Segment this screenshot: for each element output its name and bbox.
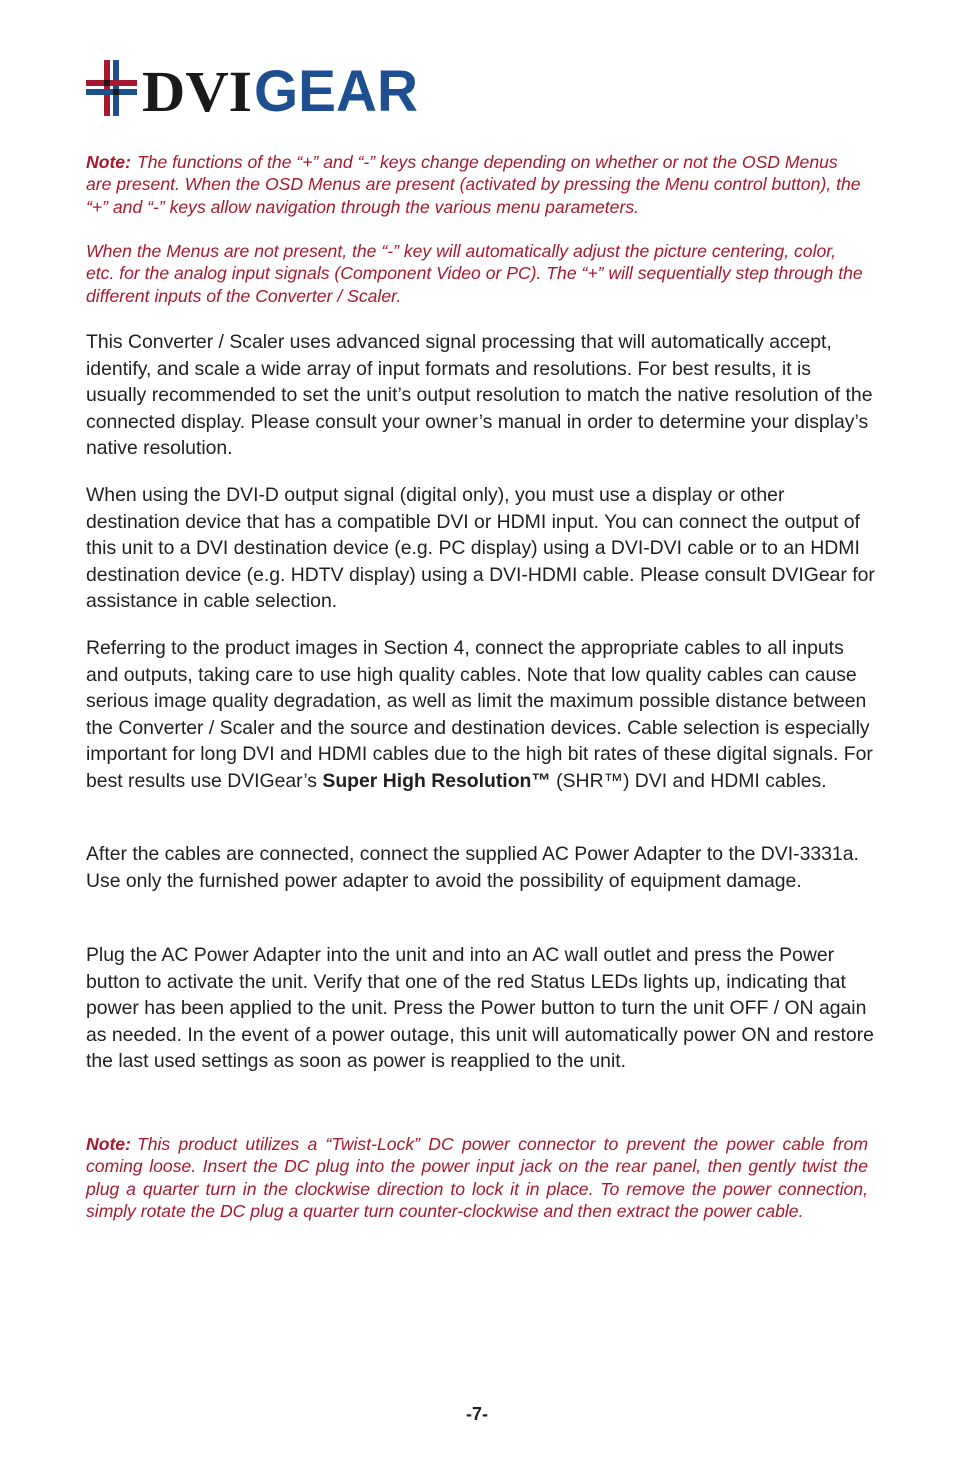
paragraph-power-on: Plug the AC Power Adapter into the unit and into an AC wall outlet and press the Power button to activate the unit. Verify that one of the red Status LEDs lights up, indicating that power has been applied to the unit. Press the Power button to turn the unit OFF / ON again as needed. In the event of a power outage, this unit will automatically power ON and restore the last used settings as soon as power is reapplied to the unit. (86, 944, 874, 1073)
logo-text-gear: GEAR (254, 59, 418, 118)
logo-cross-mark (86, 60, 137, 116)
paragraph-power-adapter: After the cables are connected, connect the supplied AC Power Adapter to the DVI-3331a. Use only the furnished power adapter to avoid the possibility of equipment damage. (86, 843, 859, 892)
note-menus-not-present (86, 240, 868, 307)
note-text: The functions of the “+” and “-” keys change depending on whether or not the OSD Menus are present. When the OSD Menus are present (activated by pressing the Menu control button), the “+” and “-” keys allow navigation through the various menu parameters. (86, 152, 861, 217)
paragraph-signal-processing: This Converter / Scaler uses advanced signal processing that will automatically accept, identify, and scale a wide array of input formats and resolutions. For best results, it is usually recommended to set the unit’s output resolution to match the native resolution of the connected display. Please consult your owner’s manual in order to determine your display’s native resolution. (86, 331, 873, 460)
paragraph-cable-connection (86, 635, 876, 795)
logo-text-dvi: DVI (142, 59, 252, 118)
page-number: -7- (466, 1404, 488, 1424)
note-osd-keys (86, 151, 868, 218)
dvigear-logo (84, 58, 424, 118)
paragraph-dvi-output: When using the DVI-D output signal (digital only), you must use a display or other destination device that has a compatible DVI or HDMI input. You can connect the output of this unit to a DVI destination device (e.g. PC display) using a DVI-DVI cable or to an HDMI destination device (e.g. HDTV display) using a DVI-HDMI cable. Please consult DVIGear for assistance in cable selection. (86, 484, 875, 613)
note-label: Note: (86, 152, 131, 172)
note-twist-lock (86, 1133, 868, 1223)
paragraph-text: Referring to the product images in Section 4, connect the appropriate cables to all inputs and outputs, taking care to use high quality cables. Note that low quality cables can cause serious image quality degradation, as well as limit the maximum possible distance between the Converter / Scaler and the source and destination devices. Cable selection is especially important for long DVI and HDMI cables due to the high bit rates of these digital signals. For best results use DVIGear’s (86, 637, 873, 792)
note-label: Note: (86, 1134, 131, 1154)
paragraph-tail: (SHR™) DVI and HDMI cables. (550, 769, 827, 792)
logo-graphic (84, 58, 424, 118)
note-text: This product utilizes a “Twist-Lock” DC power connector to prevent the power cable from coming loose. Insert the DC plug into the power input jack on the rear panel, then gently twist the plug a quarter turn in the clockwise direction to lock it in place. To remove the power connection, simply rotate the DC plug a quarter turn counter-clockwise and then extract the power cable. (86, 1134, 868, 1222)
note-text: When the Menus are not present, the “-” key will automatically adjust the picture centering, color, etc. for the analog input signals (Component Video or PC). The “+” will sequentially step through the different inputs of the Converter / Scaler. (86, 241, 863, 306)
shr-trademark: Super High Resolution™ (322, 769, 551, 792)
